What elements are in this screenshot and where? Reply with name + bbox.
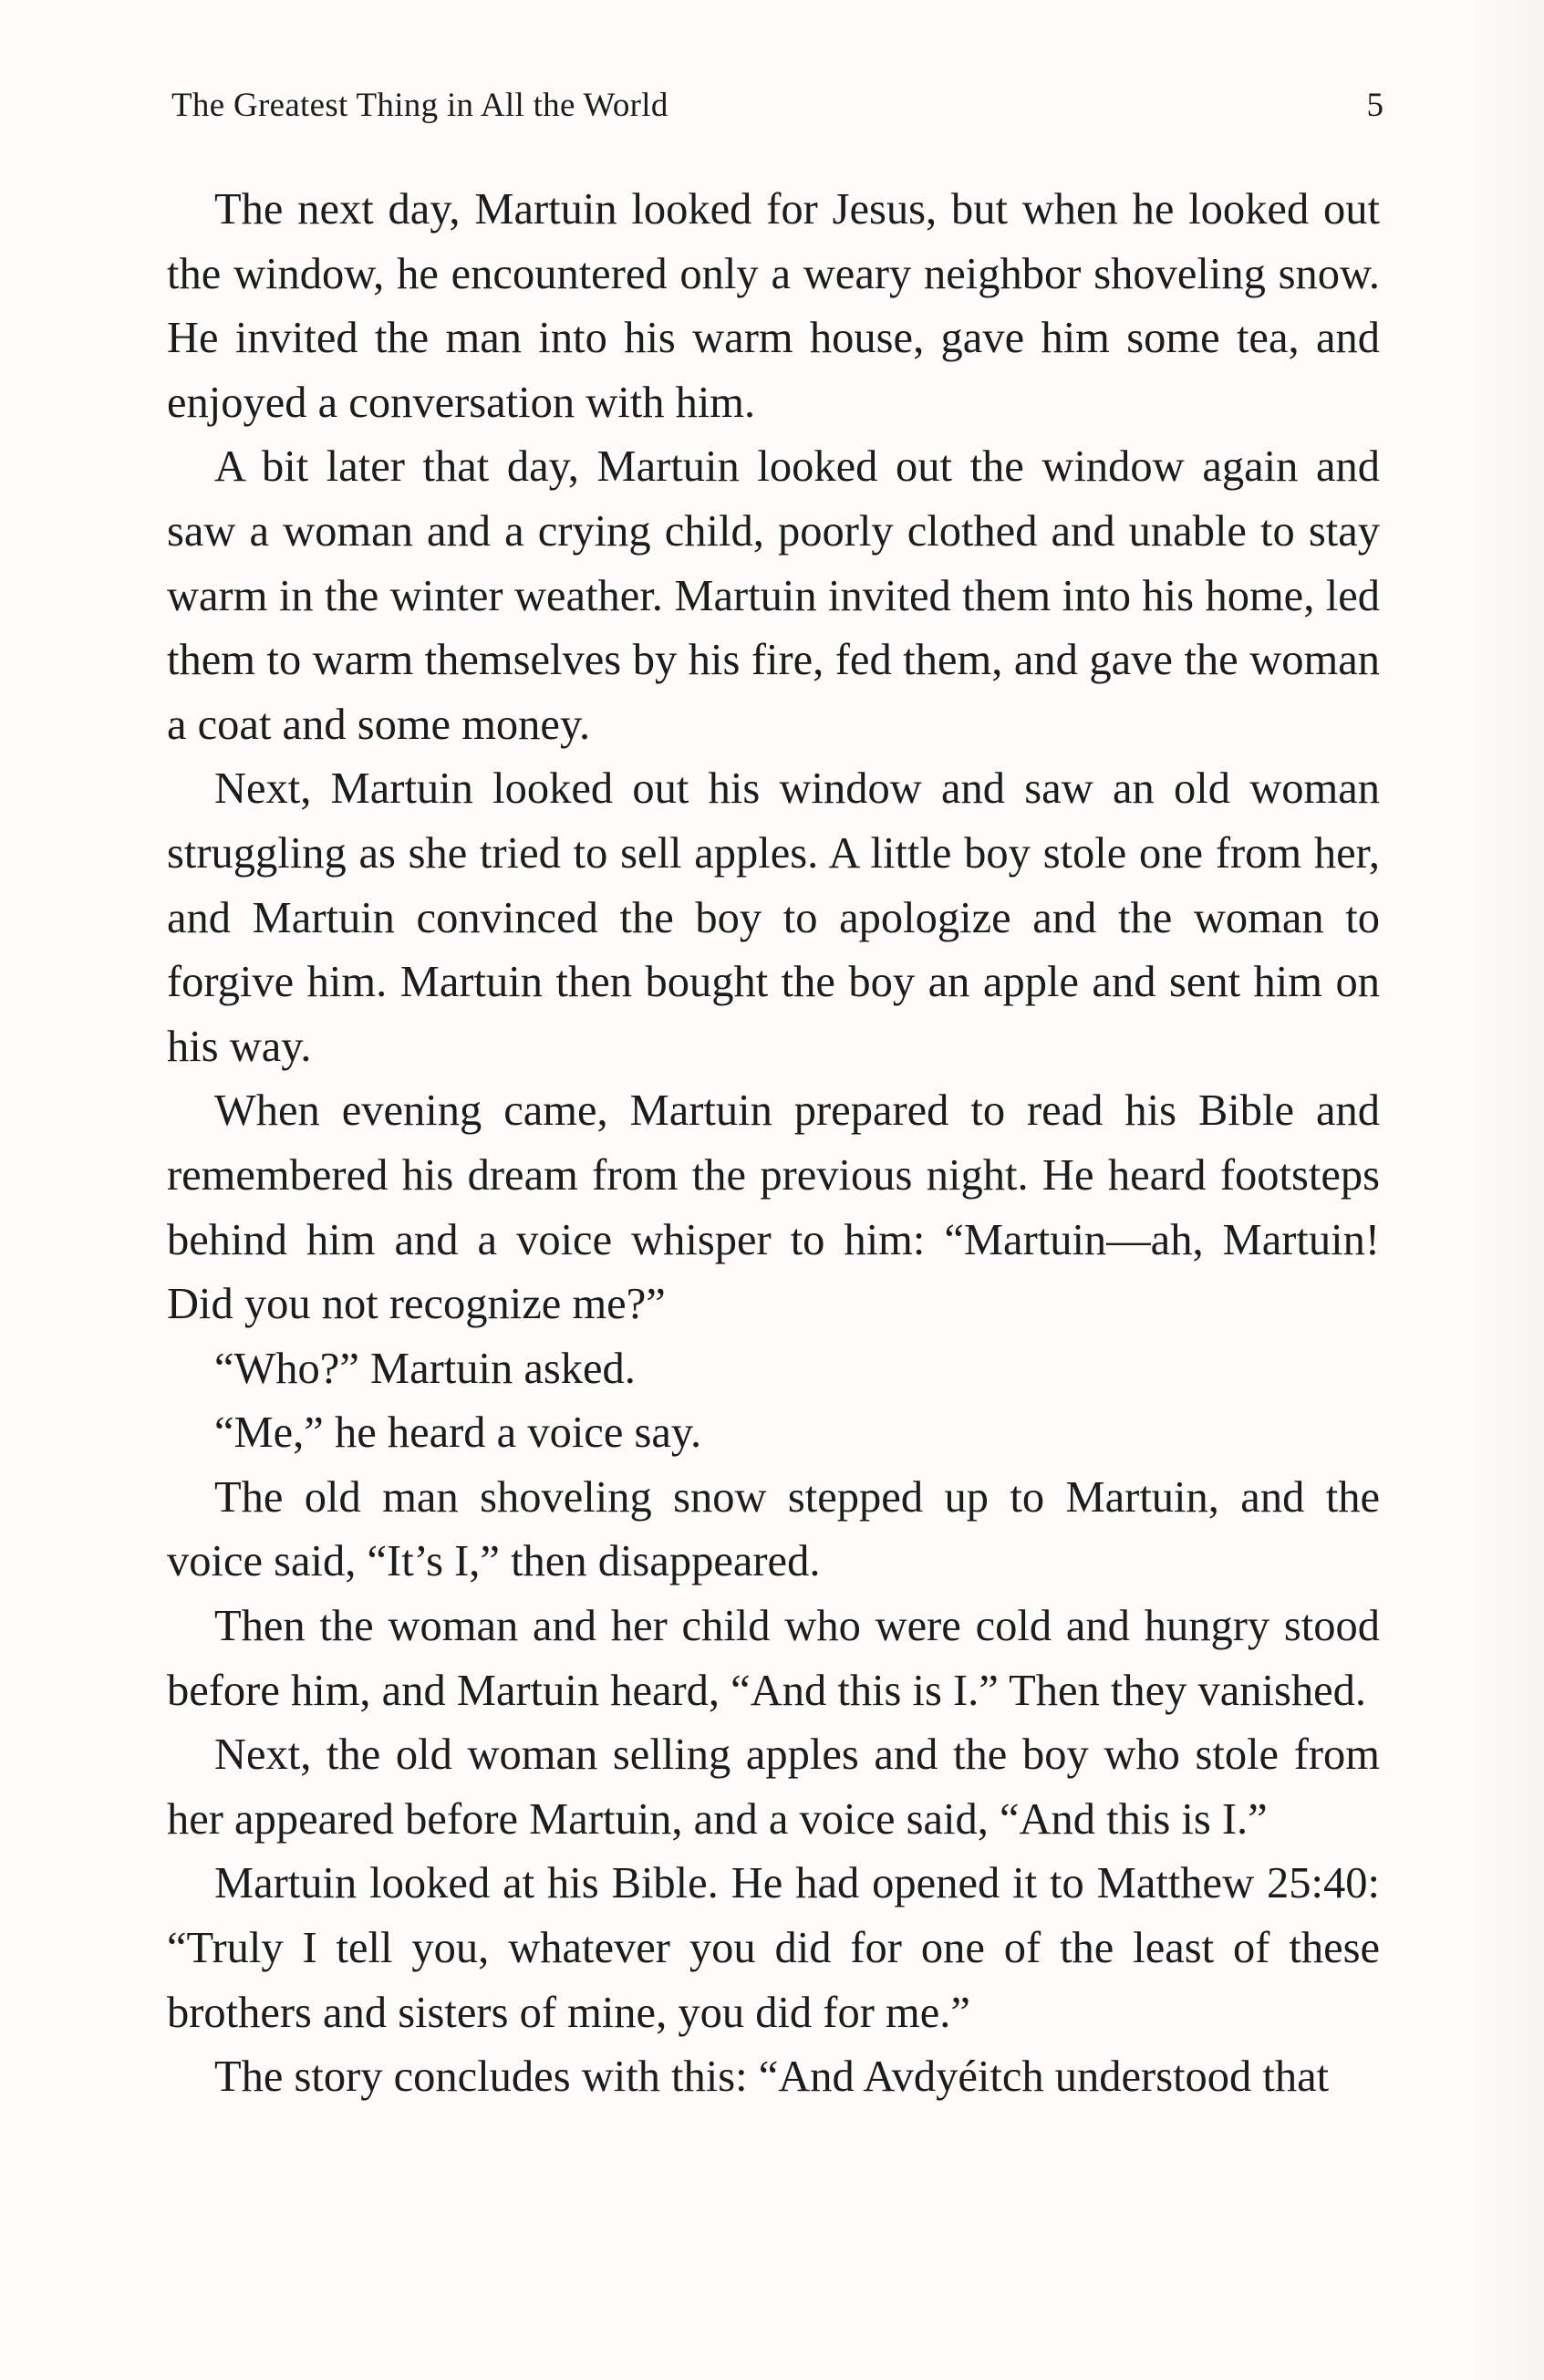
running-head-title: The Greatest Thing in All the World [171,87,668,124]
paragraph: The story concludes with this: “And Avdyéitch understood that [214,2053,1330,2102]
paragraph: Martuin looked at his Bible. He had opened it to Matthew 25:40: “Truly I tell you, whatever you did for one of the least of these brothers and sisters of mine, you did for me.” [167,1859,1380,2037]
paragraph: When evening came, Martuin prepared to read his Bible and remembered his dream from the previous night. He heard footsteps behind him and a voice whisper to him: “Martuin—ah, Martuin! Did you not recognize me?” [167,1086,1380,1329]
paragraph: “Me,” he heard a voice say. [214,1408,702,1458]
body-text [167,178,1380,2110]
paragraph: Next, the old woman selling apples and the boy who stole from her appeared before Martuin, and a voice said, “And this is I.” [167,1730,1380,1844]
paragraph: “Who?” Martuin asked. [214,1344,636,1393]
paragraph: Next, Martuin looked out his window and saw an old woman struggling as she tried to sell apples. A little boy stole one from her, and Martuin convinced the boy to apologize and the woman to forgive him. Martuin then bought the boy an apple and sent him on his way. [167,764,1380,1071]
page-edge-shadow [1462,0,1544,2380]
page-number: 5 [1366,87,1383,124]
paragraph: The next day, Martuin looked for Jesus, but when he looked out the window, he encountered only a weary neighbor shoveling snow. He invited the man into his warm house, gave him some tea, and enjoyed a conversation with him. [167,185,1380,427]
paragraph: Then the woman and her child who were cold and hungry stood before him, and Martuin heard, “And this is I.” Then they vanished. [167,1602,1380,1715]
paragraph: A bit later that day, Martuin looked out the window again and saw a woman and a crying child, poorly clothed and unable to stay warm in the winter weather. Martuin invited them into his home, led them to warm themselves by his fire, fed them, and gave the woman a coat and some money. [167,442,1380,749]
paragraph: The old man shoveling snow stepped up to Martuin, and the voice said, “It’s I,” then disappeared. [167,1472,1380,1586]
